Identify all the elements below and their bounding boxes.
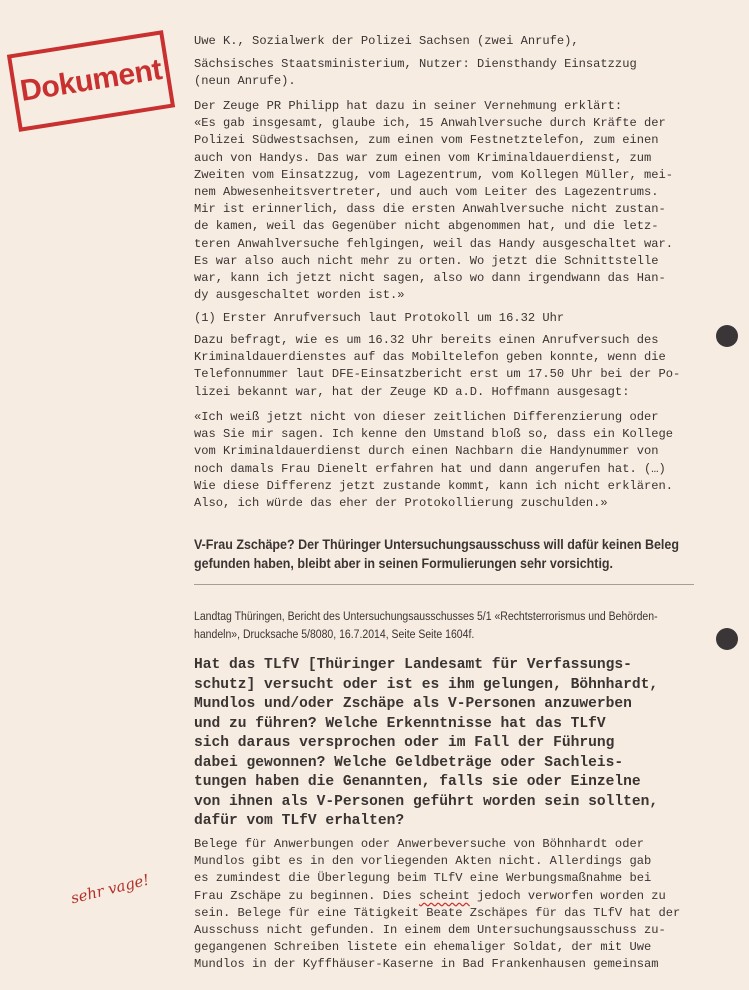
text-line: sein. Belege für eine Tätigkeit Beate Zschäpes für das TLfV hat der xyxy=(194,905,681,920)
text-line: teren Anwahlversuche fehlgingen, weil das Handy ausgeschaltet war. xyxy=(194,236,673,251)
text-line: Dazu befragt, wie es um 16.32 Uhr bereits einen Anrufversuch des xyxy=(194,333,659,347)
paragraph-witness-philipp xyxy=(194,98,694,304)
text-line: Wie diese Differenz jetzt zustande kommt, kann ich nicht erklären. xyxy=(194,478,673,493)
question-heading xyxy=(194,656,694,832)
underlined-word: scheint xyxy=(418,888,470,903)
text-line: noch damals Frau Dienelt erfahren hat und dann angerufen hat. (…) xyxy=(194,461,666,476)
text-line: handeln», Drucksache 5/8080, 16.7.2014, Seite Seite 1604f. xyxy=(194,626,475,641)
text-line: «Ich weiß jetzt nicht von dieser zeitlichen Differenzierung oder xyxy=(194,410,659,424)
text-line: tungen haben die Genannten, falls sie oder Einzelne xyxy=(194,774,641,790)
text-line: und zu führen? Welche Erkenntnisse hat das TLfV xyxy=(194,715,606,732)
text-line: was Sie mir sagen. Ich kenne den Umstand bloß so, dass ein Kollege xyxy=(194,427,673,442)
text-line: sich daraus versprochen oder im Fall der Führung xyxy=(194,735,615,751)
text-line: gefunden haben, bleibt aber in seinen Formulierungen sehr vorsichtig. xyxy=(194,556,614,572)
text-line: Ausschuss nicht gefunden. In einem dem Untersuchungsausschuss zu- xyxy=(194,923,666,938)
paragraph-question-hoffmann xyxy=(194,332,694,401)
text-line xyxy=(194,888,694,905)
punch-hole xyxy=(716,325,738,347)
text-line: (1) Erster Anrufversuch laut Protokoll um 16.32 Uhr xyxy=(194,311,565,325)
text-line: lizei bekannt war, hat der Zeuge KD a.D. Hoffmann ausgesagt: xyxy=(194,384,630,399)
text-line: Uwe K., Sozialwerk der Polizei Sachsen (zwei Anrufe), xyxy=(194,34,579,48)
text-line: Zweiten vom Einsatzzug, vom Lagezentrum, vom Kollegen Müller, mei- xyxy=(194,167,673,182)
text-line: dy ausgeschaltet worden ist.» xyxy=(194,288,405,303)
text-line: gegangenen Schreiben listete ein ehemaliger Soldat, der mit Uwe xyxy=(194,940,652,955)
punch-hole xyxy=(716,628,738,650)
dokument-stamp: Dokument xyxy=(7,30,175,132)
divider xyxy=(194,584,694,585)
text-line: Sächsisches Staatsministerium, Nutzer: Diensthandy Einsatzzug xyxy=(194,57,637,72)
text-line: de kamen, weil das Gegenüber nicht abgenommen hat, und die letz- xyxy=(194,219,659,234)
text-line: V-Frau Zschäpe? Der Thüringer Untersuchungsausschuss will dafür keinen Beleg xyxy=(194,537,679,553)
text-fragment: Frau Zschäpe zu beginnen. Dies xyxy=(194,888,419,903)
text-line: Mundlos in der Kyffhäuser-Kaserne in Bad Frankenhausen gemeinsam xyxy=(194,957,659,972)
text-line: Mundlos und/oder Zschäpe als V-Personen anzuwerben xyxy=(194,696,632,712)
text-fragment: jedoch verworfen worden zu xyxy=(469,888,666,903)
source-citation xyxy=(194,608,701,643)
paragraph-answer xyxy=(194,836,694,974)
text-line: auch von Handys. Das war zum einen vom Kriminaldauerdienst, zum xyxy=(194,150,652,165)
text-line: dabei gewonnen? Welche Geldbeträge oder Sachleis- xyxy=(194,754,624,771)
text-line: dafür vom TLfV erhalten? xyxy=(194,813,405,829)
text-line: vom Kriminaldauerdienst durch einen Nachbarn die Handynummer von xyxy=(194,444,659,459)
text-line: Es war also auch nicht mehr zu orten. Wo jetzt die Schnittstelle xyxy=(194,253,659,268)
text-line: Telefonnummer laut DFE-Einsatzbericht erst um 17.50 Uhr bei der Po- xyxy=(194,367,681,382)
text-line: Polizei Südwestsachsen, zum einen vom Festnetztelefon, zum einen xyxy=(194,133,659,148)
text-line: «Es gab insgesamt, glaube ich, 15 Anwahlversuche durch Kräfte der xyxy=(194,116,666,131)
text-line: Mundlos gibt es in den vorliegenden Akten nicht. Allerdings gab xyxy=(194,854,652,869)
text-line: Kriminaldauerdienstes auf das Mobiltelefon geben konnte, wenn die xyxy=(194,350,666,365)
margin-note: sehr vage! xyxy=(69,870,152,908)
text-line: (neun Anrufe). xyxy=(194,74,296,89)
text-line: schutz] versucht oder ist es ihm gelungen, Böhnhardt, xyxy=(194,676,659,693)
text-line: war, kann ich jetzt nicht sagen, also wo dann irgendwann das Han- xyxy=(194,271,666,286)
text-line: es zumindest die Überlegung beim TLfV eine Werbungsmaßnahme bei xyxy=(194,871,652,886)
text-line: von ihnen als V-Personen geführt worden sein sollten, xyxy=(194,793,659,810)
highlight-caption xyxy=(194,536,696,574)
text-line: Landtag Thüringen, Bericht des Untersuchungsausschusses 5/1 «Rechtsterrorismus und Behörden- xyxy=(194,609,658,623)
paragraph-quote-hoffmann xyxy=(194,409,694,512)
text-line: Belege für Anwerbungen oder Anwerbeversuche von Böhnhardt oder xyxy=(194,837,644,851)
text-line: Mir ist erinnerlich, dass die ersten Anwahlversuche nicht zustan- xyxy=(194,202,666,217)
paragraph-recipients xyxy=(194,33,694,91)
text-line: Also, ich würde das eher der Protokollierung zuschulden.» xyxy=(194,496,608,511)
section-heading xyxy=(194,310,694,327)
text-line: nem Abwesenheitsvertreter, und auch vom Leiter des Lagezentrums. xyxy=(194,185,659,200)
text-line: Der Zeuge PR Philipp hat dazu in seiner Vernehmung erklärt: xyxy=(194,99,623,113)
text-line: Hat das TLfV [Thüringer Landesamt für Verfassungs- xyxy=(194,657,632,673)
